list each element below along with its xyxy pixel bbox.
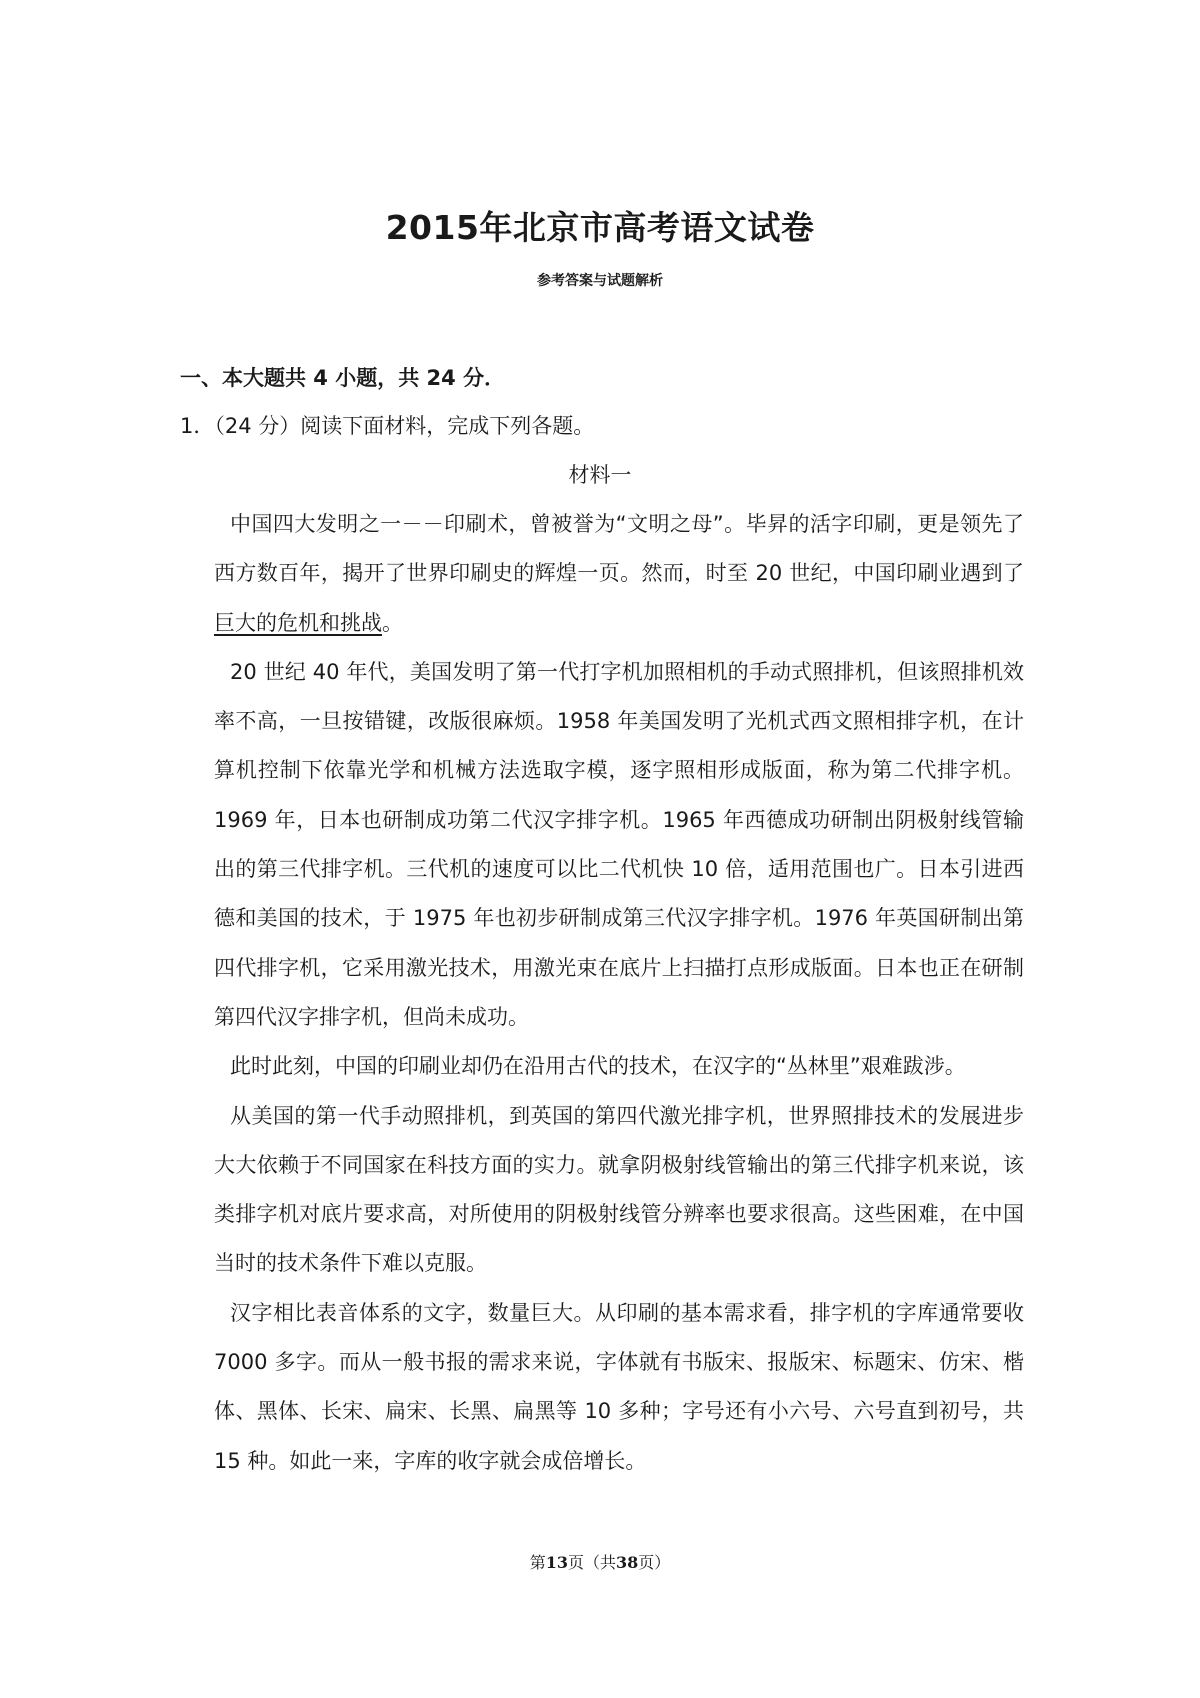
- footer-prefix: 第: [529, 1553, 546, 1572]
- paragraph-3: 此时此刻，中国的印刷业却仍在沿用古代的技术，在汉字的“丛林里”艰难跋涉。: [230, 1054, 966, 1079]
- footer-suffix: 页）: [638, 1553, 671, 1572]
- question-intro: 1．（24 分）阅读下面材料，完成下列各题。: [180, 414, 595, 438]
- footer-middle: 页（共: [567, 1553, 616, 1572]
- material-title: 材料一: [568, 463, 632, 487]
- underlined-phrase: 巨大的危机和挑战: [214, 610, 382, 635]
- page-footer: [0, 1550, 1200, 1573]
- material-body: [214, 500, 1024, 1486]
- footer-total-pages: 38: [616, 1553, 639, 1572]
- footer-page-number: 13: [545, 1553, 568, 1572]
- paragraph-4: 从美国的第一代手动照排机，到英国的第四代激光排字机，世界照排技术的发展进步大大依赖于不同国家在科技方面的实力。就拿阴极射线管输出的第三代排字机来说，该类排字机对底片要求高，对所使用的阴极射线管分辨率也要求很高。这些困难，在中国当时的技术条件下难以克服。: [214, 1103, 1024, 1276]
- section-heading: 一、本大题共 4 小题，共 24 分．: [180, 366, 506, 390]
- paragraph-1-end: 。: [382, 610, 403, 635]
- page-title: 2015年北京市高考语文试卷: [385, 208, 815, 247]
- paragraph-1-text: 中国四大发明之一－－印刷术，曾被誉为“文明之母”。毕昇的活字印刷，更是领先了西方数百年，揭开了世界印刷史的辉煌一页。然而，时至 20 世纪，中国印刷业遇到了: [214, 512, 1024, 586]
- page-subtitle: 参考答案与试题解析: [537, 273, 663, 289]
- paragraph-5: 汉字相比表音体系的文字，数量巨大。从印刷的基本需求看，排字机的字库通常要收 7000 多字。而从一般书报的需求来说，字体就有书版宋、报版宋、标题宋、仿宋、楷体、黑体、长宋、扁宋、长黑、扁黑等 10 多种；字号还有小六号、六号直到初号，共 15 种。如此一来，字库的收字就会成倍增长。: [214, 1300, 1024, 1473]
- paragraph-2: 20 世纪 40 年代，美国发明了第一代打字机加照相机的手动式照排机，但该照排机效率不高，一旦按错键，改版很麻烦。1958 年美国发明了光机式西文照相排字机，在计算机控制下依靠光学和机械方法选取字模，逐字照相形成版面，称为第二代排字机。1969 年，日本也研制成功第二代汉字排字机。1965 年西德成功研制出阴极射线管输出的第三代排字机。三代机的速度可以比二代机快 10 倍，适用范围也广。日本引进西德和美国的技术，于 1975 年也初步研制成第三代汉字排字机。1976 年英国研制出第四代排字机，它采用激光技术，用激光束在底片上扫描打点形成版面。日本也正在研制第四代汉字排字机，但尚未成功。: [214, 659, 1024, 1029]
- paragraph-1: [214, 500, 1024, 648]
